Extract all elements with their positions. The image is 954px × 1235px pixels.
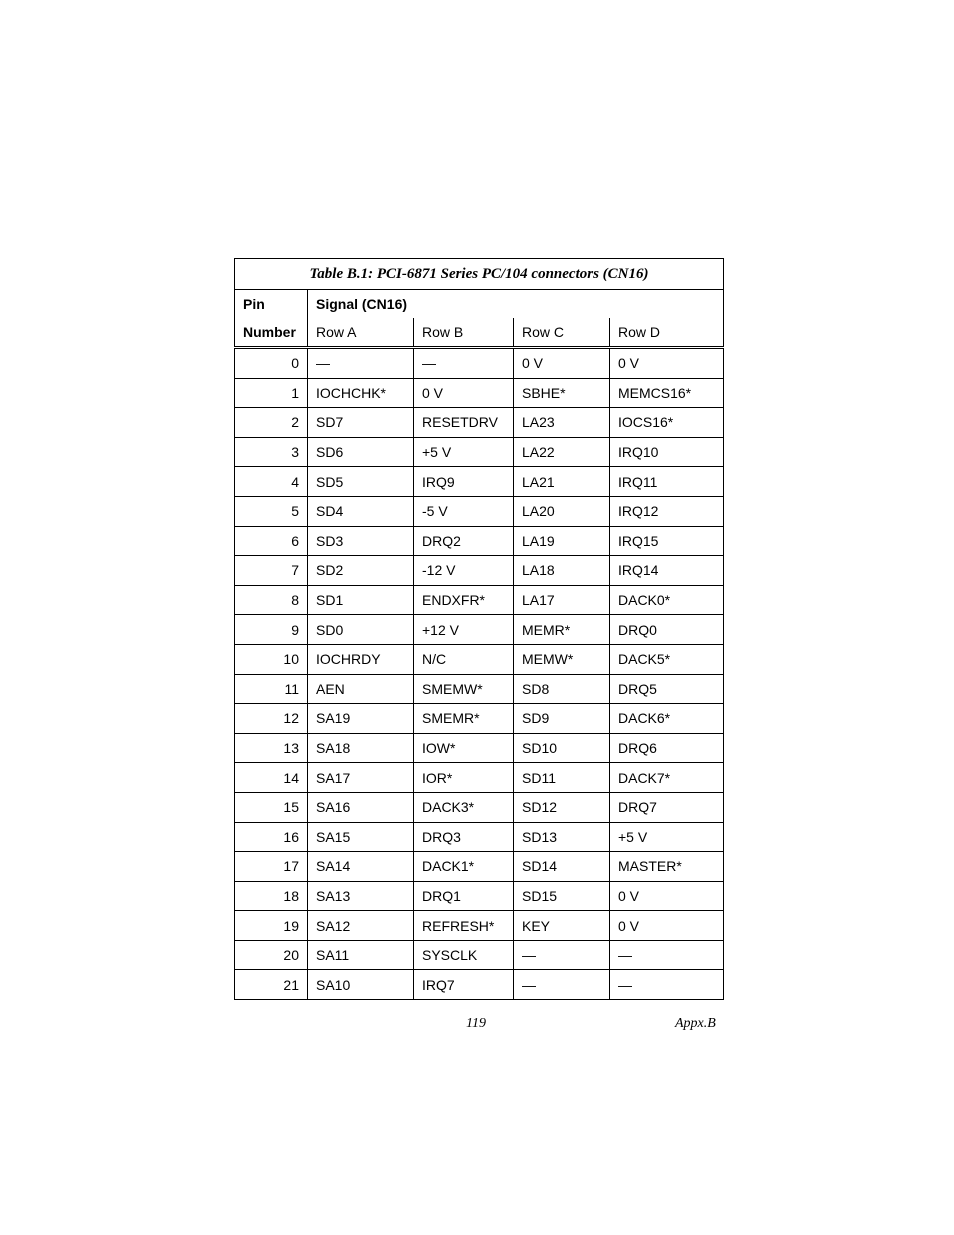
signal-cell-row-d: IRQ12 (610, 496, 724, 526)
signal-cell-row-a: SA10 (308, 970, 414, 1000)
signal-cell-row-b: DACK3* (414, 792, 514, 822)
signal-cell-row-b: RESETDRV (414, 408, 514, 438)
table-row (235, 526, 724, 556)
signal-cell-row-d: IRQ14 (610, 556, 724, 586)
row-c-header: Row C (514, 318, 610, 348)
signal-cell-row-c: LA22 (514, 437, 610, 467)
signal-cell-row-a: SA18 (308, 733, 414, 763)
row-d-header: Row D (610, 318, 724, 348)
signal-cell-row-d: IRQ10 (610, 437, 724, 467)
pin-number-cell: 1 (235, 378, 308, 408)
pin-number-cell: 8 (235, 585, 308, 615)
pin-number-cell: 12 (235, 704, 308, 734)
signal-cell-row-b: IOR* (414, 763, 514, 793)
table-row (235, 585, 724, 615)
signal-cell-row-c: LA18 (514, 556, 610, 586)
signal-cell-row-d: IRQ15 (610, 526, 724, 556)
signal-cell-row-b: IRQ9 (414, 467, 514, 497)
signal-cell-row-b: DACK1* (414, 852, 514, 882)
signal-cell-row-c: LA19 (514, 526, 610, 556)
signal-cell-row-a: — (308, 348, 414, 379)
signal-cell-row-b: +12 V (414, 615, 514, 645)
signal-cell-row-a: SA15 (308, 822, 414, 852)
signal-cell-row-d: DRQ7 (610, 792, 724, 822)
signal-cell-row-d: DACK0* (610, 585, 724, 615)
signal-cell-row-b: N/C (414, 644, 514, 674)
pin-number-cell: 9 (235, 615, 308, 645)
table-row (235, 704, 724, 734)
table-row (235, 792, 724, 822)
table-row (235, 378, 724, 408)
table-row (235, 496, 724, 526)
signal-cell-row-b: DRQ1 (414, 881, 514, 911)
pin-number-cell: 11 (235, 674, 308, 704)
signal-cell-row-b: SMEMR* (414, 704, 514, 734)
table-row (235, 644, 724, 674)
signal-cell-row-a: SA11 (308, 940, 414, 970)
signal-cell-row-d: 0 V (610, 881, 724, 911)
section-label: Appx.B (675, 1016, 716, 1031)
table-row (235, 674, 724, 704)
pin-number-cell: 3 (235, 437, 308, 467)
signal-cell-row-d: DRQ5 (610, 674, 724, 704)
pin-number-cell: 18 (235, 881, 308, 911)
signal-cell-row-a: SA17 (308, 763, 414, 793)
pin-number-cell: 20 (235, 940, 308, 970)
signal-cell-row-c: KEY (514, 911, 610, 941)
pin-number-cell: 4 (235, 467, 308, 497)
signal-cell-row-c: LA21 (514, 467, 610, 497)
pin-number-cell: 17 (235, 852, 308, 882)
signal-cell-row-a: SA16 (308, 792, 414, 822)
signal-cell-row-c: SBHE* (514, 378, 610, 408)
signal-cell-row-d: IRQ11 (610, 467, 724, 497)
pin-number-cell: 19 (235, 911, 308, 941)
signal-cell-row-b: REFRESH* (414, 911, 514, 941)
pin-number-cell: 0 (235, 348, 308, 379)
signal-cell-row-b: DRQ2 (414, 526, 514, 556)
table-row (235, 763, 724, 793)
signal-cell-row-c: SD13 (514, 822, 610, 852)
pin-number-cell: 10 (235, 644, 308, 674)
signal-header: Signal (CN16) (308, 290, 724, 319)
signal-cell-row-c: — (514, 940, 610, 970)
pin-number-cell: 6 (235, 526, 308, 556)
signal-cell-row-c: SD14 (514, 852, 610, 882)
table-row (235, 467, 724, 497)
table-caption: Table B.1: PCI-6871 Series PC/104 connectors (CN16) (235, 259, 724, 290)
signal-cell-row-a: SA12 (308, 911, 414, 941)
row-b-header: Row B (414, 318, 514, 348)
signal-cell-row-a: SD4 (308, 496, 414, 526)
signal-cell-row-a: SA19 (308, 704, 414, 734)
signal-cell-row-b: SYSCLK (414, 940, 514, 970)
table-row (235, 437, 724, 467)
row-a-header: Row A (308, 318, 414, 348)
table-row (235, 733, 724, 763)
signal-cell-row-a: SD7 (308, 408, 414, 438)
signal-cell-row-d: — (610, 940, 724, 970)
table-row (235, 911, 724, 941)
signal-cell-row-d: DRQ6 (610, 733, 724, 763)
pin-number-cell: 5 (235, 496, 308, 526)
signal-cell-row-c: SD11 (514, 763, 610, 793)
signal-cell-row-b: -12 V (414, 556, 514, 586)
signal-cell-row-c: LA17 (514, 585, 610, 615)
signal-cell-row-a: SA13 (308, 881, 414, 911)
pin-header: Pin (235, 290, 308, 319)
signal-cell-row-c: SD8 (514, 674, 610, 704)
signal-cell-row-b: +5 V (414, 437, 514, 467)
signal-cell-row-a: SD0 (308, 615, 414, 645)
signal-cell-row-a: AEN (308, 674, 414, 704)
table-row (235, 881, 724, 911)
signal-cell-row-d: DACK5* (610, 644, 724, 674)
signal-cell-row-b: 0 V (414, 378, 514, 408)
pin-number-cell: 21 (235, 970, 308, 1000)
signal-cell-row-c: SD9 (514, 704, 610, 734)
signal-cell-row-d: DACK7* (610, 763, 724, 793)
signal-cell-row-d: +5 V (610, 822, 724, 852)
signal-cell-row-a: SD5 (308, 467, 414, 497)
signal-cell-row-c: MEMR* (514, 615, 610, 645)
signal-cell-row-d: MASTER* (610, 852, 724, 882)
number-header: Number (235, 318, 308, 348)
signal-cell-row-b: IRQ7 (414, 970, 514, 1000)
signal-cell-row-c: 0 V (514, 348, 610, 379)
signal-cell-row-b: — (414, 348, 514, 379)
pin-number-cell: 2 (235, 408, 308, 438)
signal-cell-row-d: 0 V (610, 911, 724, 941)
pin-number-cell: 16 (235, 822, 308, 852)
signal-cell-row-c: SD15 (514, 881, 610, 911)
table-body (235, 348, 724, 1000)
table-row (235, 348, 724, 379)
signal-cell-row-a: SD1 (308, 585, 414, 615)
signal-cell-row-c: SD12 (514, 792, 610, 822)
pinout-table (234, 258, 724, 1000)
table-row (235, 408, 724, 438)
table-row (235, 852, 724, 882)
signal-cell-row-b: ENDXFR* (414, 585, 514, 615)
signal-cell-row-b: -5 V (414, 496, 514, 526)
table-row (235, 556, 724, 586)
signal-cell-row-a: SD2 (308, 556, 414, 586)
pin-number-cell: 15 (235, 792, 308, 822)
signal-cell-row-d: — (610, 970, 724, 1000)
table-row (235, 822, 724, 852)
signal-cell-row-d: DRQ0 (610, 615, 724, 645)
table-row (235, 615, 724, 645)
signal-cell-row-c: SD10 (514, 733, 610, 763)
signal-cell-row-c: LA23 (514, 408, 610, 438)
signal-cell-row-a: SD3 (308, 526, 414, 556)
table-row (235, 970, 724, 1000)
signal-cell-row-d: IOCS16* (610, 408, 724, 438)
signal-cell-row-c: — (514, 970, 610, 1000)
signal-cell-row-d: MEMCS16* (610, 378, 724, 408)
signal-cell-row-c: MEMW* (514, 644, 610, 674)
pin-number-cell: 7 (235, 556, 308, 586)
signal-cell-row-b: SMEMW* (414, 674, 514, 704)
signal-cell-row-a: SD6 (308, 437, 414, 467)
table-row (235, 940, 724, 970)
pin-number-cell: 14 (235, 763, 308, 793)
signal-cell-row-d: DACK6* (610, 704, 724, 734)
page-number: 119 (466, 1016, 486, 1031)
signal-cell-row-c: LA20 (514, 496, 610, 526)
signal-cell-row-b: DRQ3 (414, 822, 514, 852)
signal-cell-row-a: IOCHCHK* (308, 378, 414, 408)
signal-cell-row-d: 0 V (610, 348, 724, 379)
signal-cell-row-b: IOW* (414, 733, 514, 763)
pin-number-cell: 13 (235, 733, 308, 763)
signal-cell-row-a: IOCHRDY (308, 644, 414, 674)
signal-cell-row-a: SA14 (308, 852, 414, 882)
